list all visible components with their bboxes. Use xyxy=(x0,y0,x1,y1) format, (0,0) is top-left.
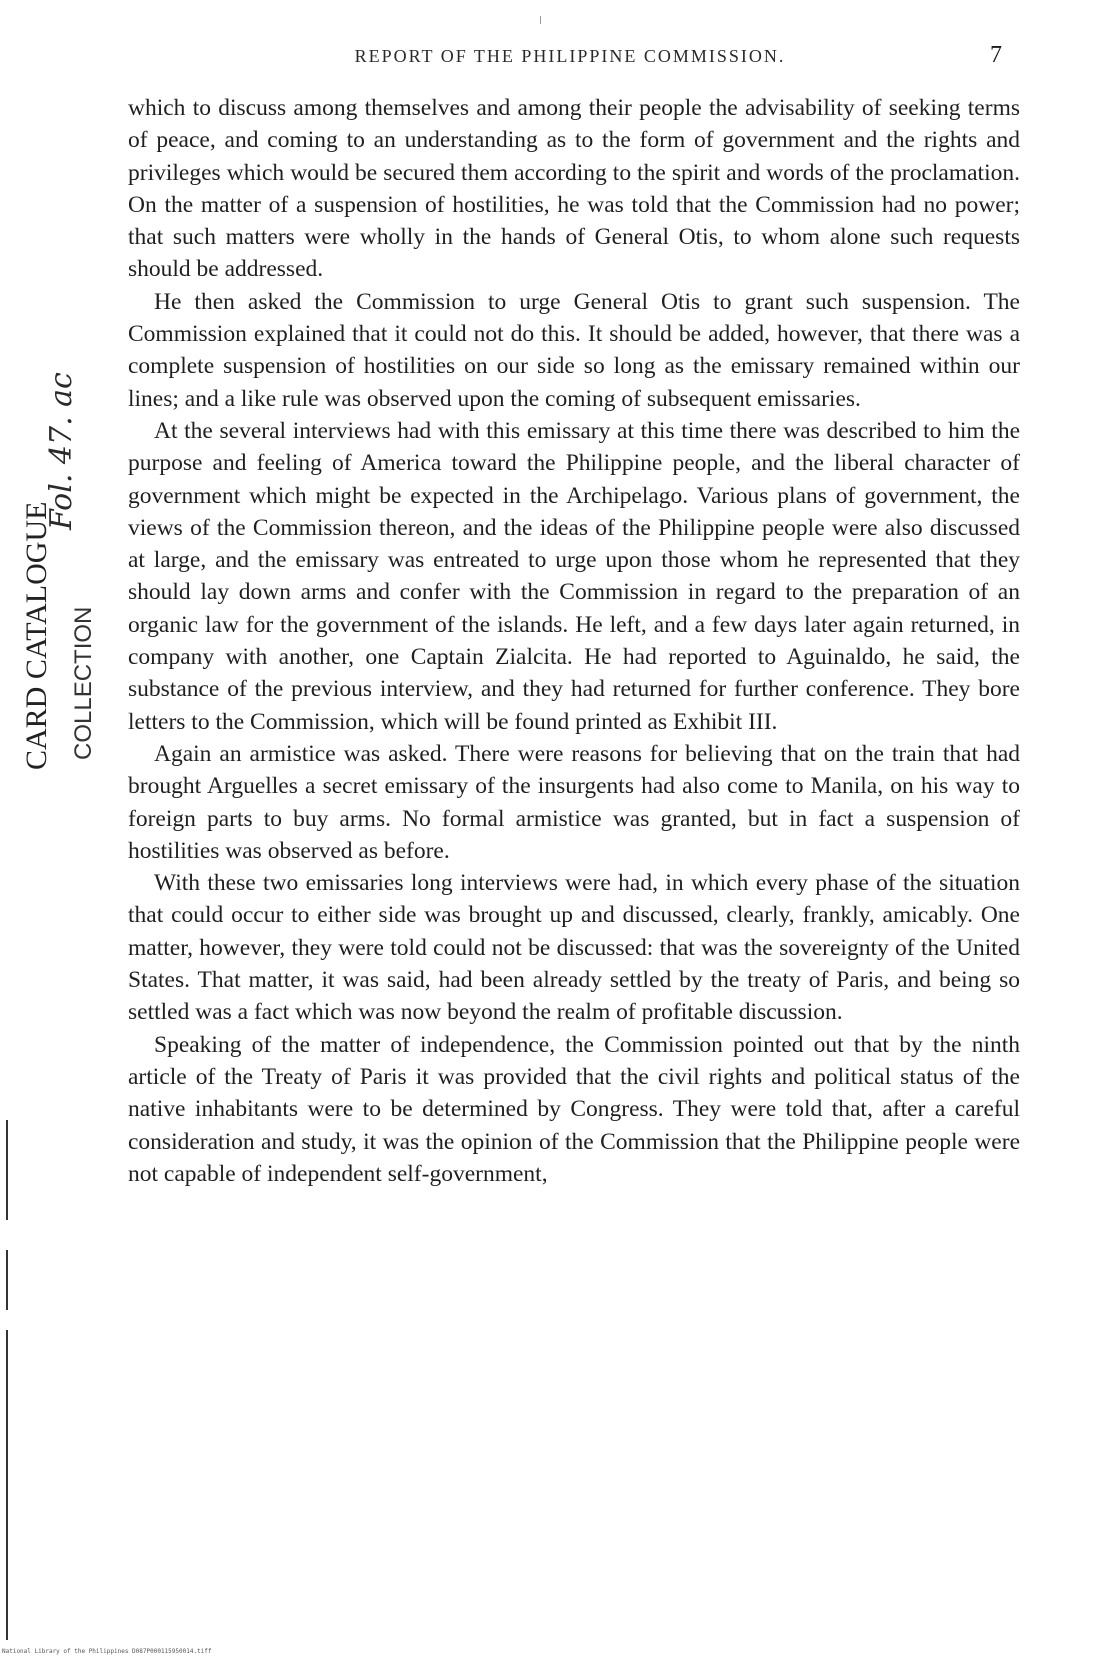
scan-edge-line xyxy=(6,1120,8,1220)
paragraph-6: Speaking of the matter of independence, the Commission pointed out that by the ninth article of the Treaty of Paris it was provided that the civil rights and political status of the native inhabitants were to be determined by Congress. They were told that, after a careful consideration and study, it was the opinion of the Commission that the Philippine people were not capable of independent self-government, xyxy=(128,1031,1020,1187)
paragraph-5: With these two emissaries long interviews were had, in which every phase of the situation that could occur to either side was brought up and discussed, clearly, frankly, amicably. One matter, however, they were told could not be discussed: that was the sovereignty of the United States. That matter, it was said, had been already settled by the treaty of Paris, and being so settled was a fact which was now beyond the realm of profitable discussion. xyxy=(128,870,1020,1026)
paragraph-3: At the several interviews had with this emissary at this time there was described to him the purpose and feeling of America toward the Philippine people, and the liberal character of government which might be expected in the Archipelago. Various plans of government, the views of the Commission thereon, and the ideas of the Philippine people were also discussed at large, and the emissary was entreated to urge upon those whom he represented that they should lay down arms and confer with the Commission in regard to the preparation of an organic law for the government of the islands. He left, and a few days later again returned, in company with another, one Captain Zialcita. He had reported to Aguinaldo, he said, the substance of the previous interview, and they had returned for further conference. They bore letters to the Commission, which will be found printed as Exhibit III. xyxy=(128,417,1020,735)
scan-edge-line xyxy=(6,1330,8,1640)
page-number: 7 xyxy=(990,42,1002,68)
paragraph-4: Again an armistice was asked. There were reasons for believing that on the train that had brought Arguelles a secret emissary of the insurgents had also come to Manila, on his way to foreign parts to buy arms. No formal armistice was granted, but in fact a suspension of hostilities was observed as before. xyxy=(128,740,1020,864)
scan-edge-line xyxy=(6,1250,8,1310)
handwritten-margin-note: Fol. 47. ac xyxy=(44,372,79,530)
scan-footer: National Library of the Philippines D087P000115950014.tiff xyxy=(2,1648,212,1655)
margin-stamp: CARD CATALOGUE xyxy=(20,501,53,770)
scan-mark xyxy=(540,16,541,24)
paragraph-2: He then asked the Commission to urge General Otis to grant such suspension. The Commission explained that it could not do this. It should be added, however, that there was a complete suspension of hostilities on our side so long as the emissary remained within our lines; and a like rule was observed upon the coming of subsequent emissaries. xyxy=(128,288,1020,412)
running-title: REPORT OF THE PHILIPPINE COMMISSION. xyxy=(354,46,786,66)
margin-stamp-sub: COLLECTION xyxy=(70,606,97,760)
paragraph-1: which to discuss among themselves and among their people the advisability of seeking terms of peace, and coming to an understanding as to the form of government and the rights and privileges which would be secured them according to the spirit and words of the proclamation. On the matter of a suspension of hostilities, he was told that the Commission had no power; that such matters were wholly in the hands of General Otis, to whom alone such requests should be addressed. xyxy=(128,95,1020,283)
body-text xyxy=(128,92,1020,1190)
